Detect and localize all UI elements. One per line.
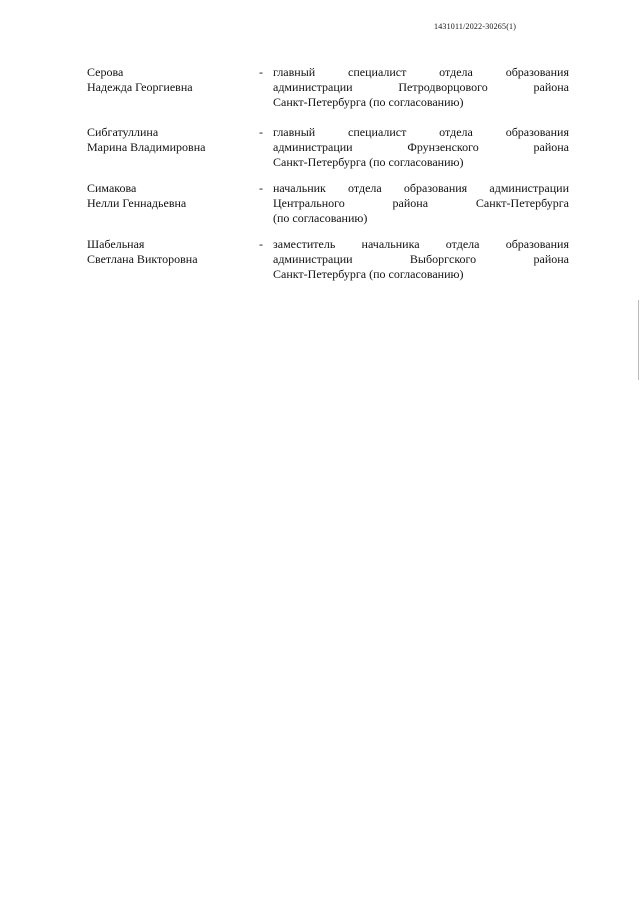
member-given-name: Надежда Георгиевна: [87, 80, 193, 94]
member-position: [273, 65, 569, 110]
dash-separator: -: [259, 125, 263, 139]
dash-separator: -: [259, 181, 263, 195]
member-entry: [87, 181, 569, 237]
member-given-name: Светлана Викторовна: [87, 252, 198, 266]
member-given-name: Нелли Геннадьевна: [87, 196, 187, 210]
position-line: администрации Выборгского района: [273, 252, 569, 266]
position-line: Санкт-Петербурга (по согласованию): [273, 267, 464, 281]
member-surname: Сибгатуллина: [87, 125, 159, 139]
position-line: (по согласованию): [273, 211, 368, 225]
position-line: администрации Фрунзенского района: [273, 140, 569, 154]
member-position: [273, 181, 569, 226]
position-line: начальник отдела образования администрации: [273, 181, 569, 195]
position-line: Центрального района Санкт-Петербурга: [273, 196, 569, 210]
position-line: заместитель начальника отдела образования: [273, 237, 569, 251]
position-line: главный специалист отдела образования: [273, 125, 569, 139]
member-surname: Шабельная: [87, 237, 145, 251]
member-surname: Симакова: [87, 181, 137, 195]
member-name: [87, 181, 252, 211]
member-surname: Серова: [87, 65, 124, 79]
member-position: [273, 125, 569, 170]
position-line: Санкт-Петербурга (по согласованию): [273, 155, 464, 169]
member-name: [87, 125, 252, 155]
member-given-name: Марина Владимировна: [87, 140, 206, 154]
position-line: администрации Петродворцового района: [273, 80, 569, 94]
member-name: [87, 237, 252, 267]
position-line: Санкт-Петербурга (по согласованию): [273, 95, 464, 109]
document-number: 1431011/2022-30265(1): [434, 22, 517, 31]
dash-separator: -: [259, 237, 263, 251]
committee-member-list: [87, 65, 569, 295]
dash-separator: -: [259, 65, 263, 79]
member-entry: [87, 65, 569, 125]
position-line: главный специалист отдела образования: [273, 65, 569, 79]
scan-edge-mark: [638, 300, 639, 380]
member-entry: [87, 125, 569, 181]
member-entry: [87, 237, 569, 295]
member-position: [273, 237, 569, 282]
member-name: [87, 65, 252, 95]
